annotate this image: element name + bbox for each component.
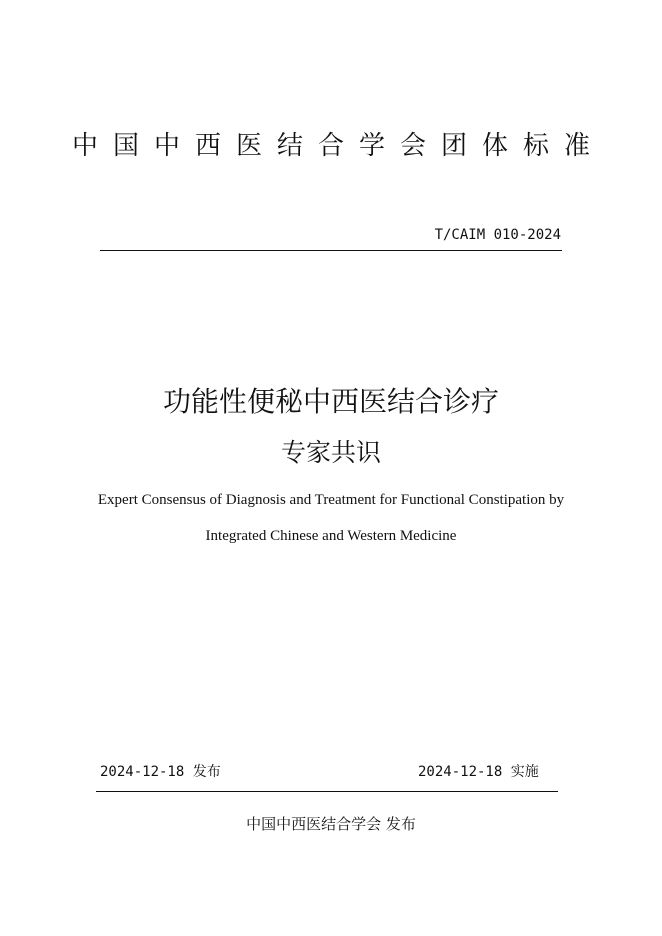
document-title-en-line2: Integrated Chinese and Western Medicine: [205, 528, 457, 544]
effective-date: 2024-12-18 实施: [418, 764, 539, 780]
publisher: 中国中西医结合学会 发布: [246, 815, 416, 833]
top-divider: [100, 250, 562, 251]
publish-date: 2024-12-18 发布: [100, 764, 221, 780]
organization-standard-heading: 中国中西医结合学会团体标准: [71, 131, 605, 161]
document-title-zh-line2: 专家共识: [280, 438, 381, 467]
document-title-zh-line1: 功能性便秘中西医结合诊疗: [162, 385, 499, 418]
standard-number: T/CAIM 010-2024: [434, 227, 561, 243]
document-title-en-line1: Expert Consensus of Diagnosis and Treatment for Functional Constipation by: [97, 492, 565, 508]
document-title-en: [90, 482, 572, 554]
bottom-divider: [96, 791, 558, 792]
